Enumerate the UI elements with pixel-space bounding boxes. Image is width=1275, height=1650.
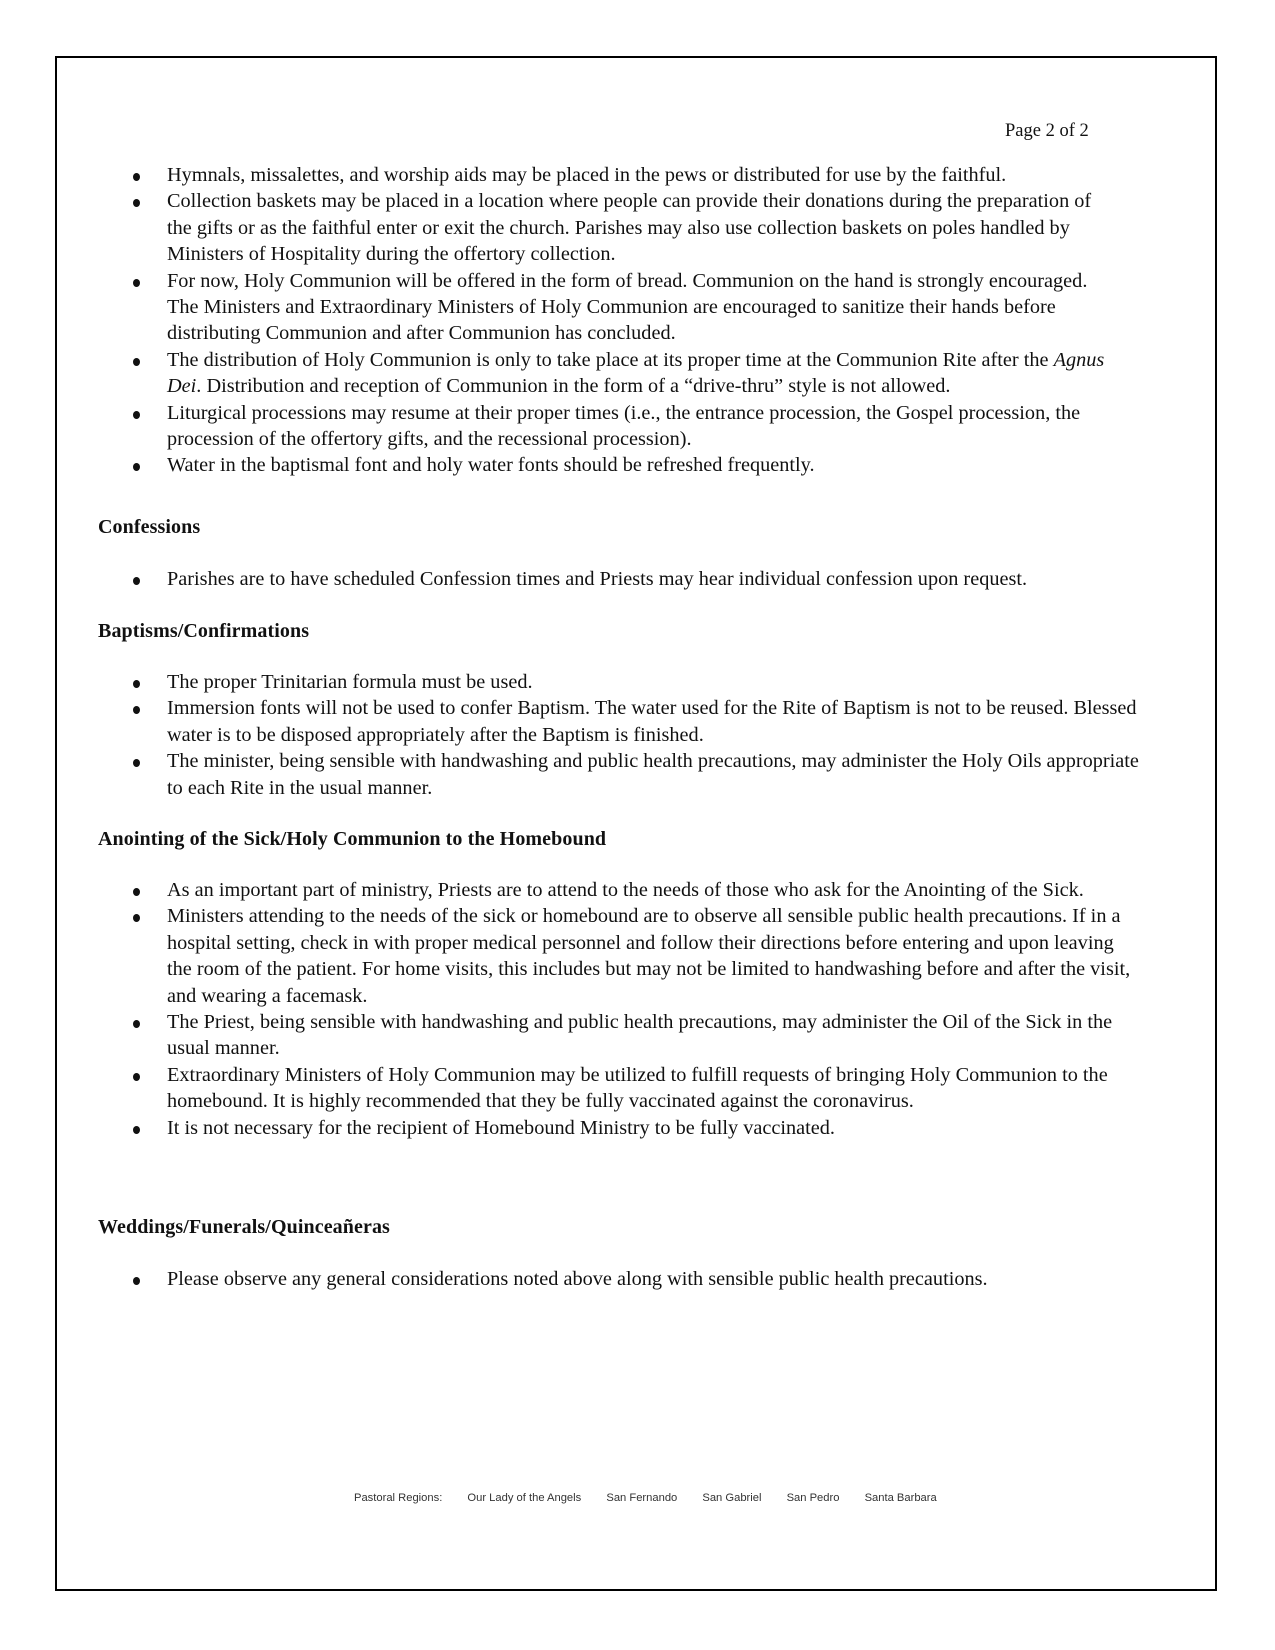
bullet-icon bbox=[133, 680, 140, 688]
anointing-list bbox=[100, 877, 1140, 1141]
list-item: Parishes are to have scheduled Confession times and Priests may hear individual confession upon request. bbox=[100, 566, 1140, 592]
bullet-icon bbox=[133, 1020, 140, 1028]
list-item: Extraordinary Ministers of Holy Communion may be utilized to fulfill requests of bringing Holy Communion to the homebound. It is highly recommended that they be fully vaccinated against the coronavirus. bbox=[100, 1062, 1140, 1115]
list-item: It is not necessary for the recipient of Homebound Ministry to be fully vaccinated. bbox=[100, 1115, 1140, 1141]
bullet-icon bbox=[133, 1277, 140, 1285]
bullet-icon bbox=[133, 577, 140, 585]
footer-label: Pastoral Regions: bbox=[354, 1492, 443, 1504]
bullet-icon bbox=[133, 173, 140, 181]
bullet-icon bbox=[133, 279, 140, 287]
footer-region: Our Lady of the Angels bbox=[467, 1492, 582, 1504]
confessions-list bbox=[100, 566, 1140, 592]
list-item: As an important part of ministry, Priests are to attend to the needs of those who ask for the Anointing of the Sick. bbox=[100, 877, 1140, 903]
footer-region: San Gabriel bbox=[702, 1492, 762, 1504]
list-item: Please observe any general considerations noted above along with sensible public health precautions. bbox=[100, 1266, 1140, 1292]
bullet-icon bbox=[133, 888, 140, 896]
bullet-icon bbox=[133, 914, 140, 922]
list-item: The proper Trinitarian formula must be used. bbox=[100, 669, 1140, 695]
bullet-icon bbox=[133, 358, 140, 366]
list-item: Ministers attending to the needs of the sick or homebound are to observe all sensible public health precautions. If in a hospital setting, check in with proper medical personnel and follow their directions before entering and upon leaving the room of the patient. For home visits, this includes but may not be limited to handwashing before and after the visit, and wearing a facemask. bbox=[100, 903, 1140, 1009]
weddings-list bbox=[100, 1266, 1140, 1292]
italic-term: Agnus Dei bbox=[167, 348, 1105, 398]
list-item: Collection baskets may be placed in a location where people can provide their donations during the preparation of the gifts or as the faithful enter or exit the church. Parishes may also use collection baskets on poles handled by Ministers of Hospitality during the offertory collection. bbox=[100, 188, 1120, 267]
bullet-icon bbox=[133, 1073, 140, 1081]
section-heading-confessions: Confessions bbox=[98, 516, 201, 538]
footer-region: San Pedro bbox=[786, 1492, 840, 1504]
baptisms-list bbox=[100, 669, 1140, 801]
list-item: The Priest, being sensible with handwashing and public health precautions, may administer the Oil of the Sick in the usual manner. bbox=[100, 1009, 1140, 1062]
bullet-icon bbox=[133, 759, 140, 767]
list-item: The minister, being sensible with handwashing and public health precautions, may administer the Holy Oils appropriate to each Rite in the usual manner. bbox=[100, 748, 1140, 801]
footer-region: Santa Barbara bbox=[864, 1492, 937, 1504]
list-item: Water in the baptismal font and holy water fonts should be refreshed frequently. bbox=[100, 452, 1120, 478]
section-heading-baptisms: Baptisms/Confirmations bbox=[98, 620, 310, 642]
list-item: The distribution of Holy Communion is only to take place at its proper time at the Communion Rite after the Agnus Dei. Distribution and reception of Communion in the form of a “drive-thru” style is not allowed. bbox=[100, 347, 1120, 400]
footer-region: San Fernando bbox=[606, 1492, 678, 1504]
section-heading-weddings: Weddings/Funerals/Quinceañeras bbox=[98, 1216, 390, 1238]
bullet-icon bbox=[133, 199, 140, 207]
page-number: Page 2 of 2 bbox=[1005, 121, 1089, 141]
section-heading-anointing: Anointing of the Sick/Holy Communion to the Homebound bbox=[98, 828, 607, 850]
bullet-icon bbox=[133, 1126, 140, 1134]
list-item: Liturgical processions may resume at their proper times (i.e., the entrance procession, the Gospel procession, the procession of the offertory gifts, and the recessional procession). bbox=[100, 400, 1120, 453]
intro-bullet-list bbox=[100, 162, 1120, 479]
list-item: Hymnals, missalettes, and worship aids may be placed in the pews or distributed for use by the faithful. bbox=[100, 162, 1120, 188]
bullet-icon bbox=[133, 463, 140, 471]
list-item: Immersion fonts will not be used to confer Baptism. The water used for the Rite of Baptism is not to be reused. Blessed water is to be disposed appropriately after the Baptism is finished. bbox=[100, 695, 1140, 748]
list-item: For now, Holy Communion will be offered in the form of bread. Communion on the hand is strongly encouraged. The Ministers and Extraordinary Ministers of Holy Communion are encouraged to sanitize their hands before distributing Communion and after Communion has concluded. bbox=[100, 268, 1120, 347]
footer-pastoral-regions bbox=[354, 1492, 959, 1504]
bullet-icon bbox=[133, 411, 140, 419]
bullet-icon bbox=[133, 706, 140, 714]
